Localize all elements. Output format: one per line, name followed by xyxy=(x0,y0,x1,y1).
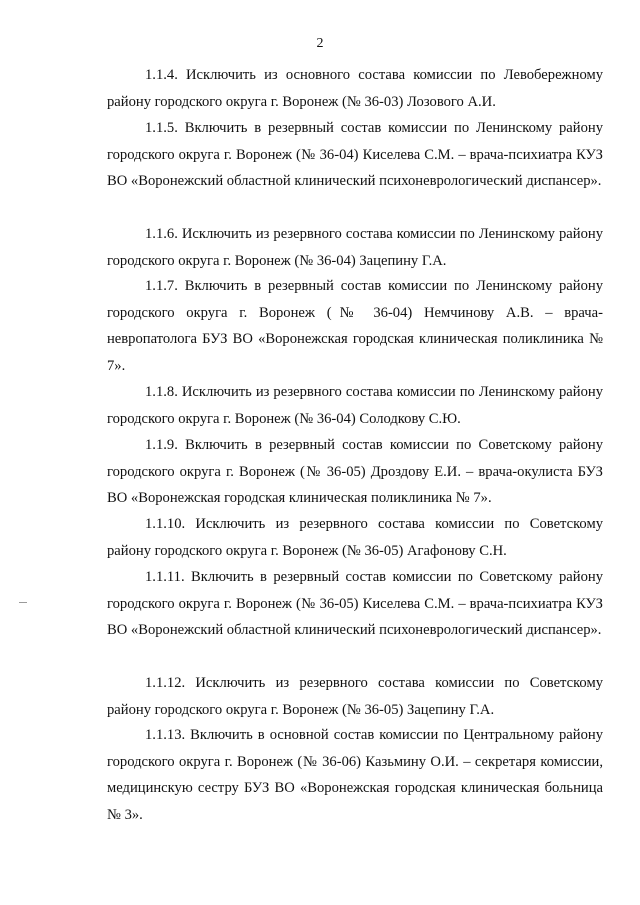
paragraph-1-1-4: 1.1.4. Исключить из основного состава комиссии по Левобережному району городского округа г. Воронеж (№ 36-03) Лозового А.И. xyxy=(107,67,603,110)
paragraph-1-1-12: 1.1.12. Исключить из резервного состава комиссии по Советскому району городского округа г. Воронеж (№ 36-05) Зацепину Г.А. xyxy=(107,675,603,718)
paragraph-1-1-7: 1.1.7. Включить в резервный состав комиссии по Ленинскому району городского округа г. Воронеж (№ 36-04) Немчинову А.В. – врача-невропатолога БУЗ ВО «Воронежская городская клиническая поликлиника № 7». xyxy=(107,278,603,374)
paragraph-1-1-5: 1.1.5. Включить в резервный состав комиссии по Ленинскому району городского округа г. Воронеж (№ 36-04) Киселева С.М. – врача-психиатра КУЗ ВО «Воронежский областной клинический психоневрологический диспансер». xyxy=(107,120,603,189)
scan-edge-mark xyxy=(19,602,27,603)
paragraph-1-1-8: 1.1.8. Исключить из резервного состава комиссии по Ленинскому району городского округа г. Воронеж (№ 36-04) Солодкову С.Ю. xyxy=(107,384,603,427)
paragraph-1-1-10: 1.1.10. Исключить из резервного состава комиссии по Советскому району городского округа г. Воронеж (№ 36-05) Агафонову С.Н. xyxy=(107,516,603,559)
paragraph-1-1-9: 1.1.9. Включить в резервный состав комиссии по Советскому району городского округа г. Воронеж (№ 36-05) Дроздову Е.И. – врача-окулиста БУЗ ВО «Воронежская городская клиническая поликлиника № 7». xyxy=(107,437,603,506)
paragraph-1-1-13: 1.1.13. Включить в основной состав комиссии по Центральному району городского округа г. Воронеж (№ 36-06) Казьмину О.И. – секретаря комиссии, медицинскую сестру БУЗ ВО «Воронежская городская клиническая больница № 3». xyxy=(107,727,603,823)
page-number: 2 xyxy=(316,36,324,51)
paragraph-1-1-11: 1.1.11. Включить в резервный состав комиссии по Советскому району городского округа г. Воронеж (№ 36-05) Киселева С.М. – врача-психиатра КУЗ ВО «Воронежский областной клинический психоневрологический диспансер». xyxy=(107,569,603,638)
paragraph-1-1-6: 1.1.6. Исключить из резервного состава комиссии по Ленинскому району городского округа г. Воронеж (№ 36-04) Зацепину Г.А. xyxy=(107,226,603,269)
